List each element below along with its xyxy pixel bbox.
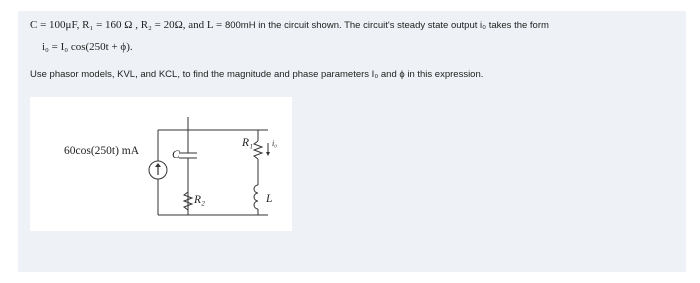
current-label: i₀ bbox=[272, 139, 278, 148]
component-values: C = 100μF, R₁ = 160 Ω , R₂ = 20Ω, and L = bbox=[30, 19, 225, 31]
circuit-diagram bbox=[30, 97, 292, 231]
current-arrow-head bbox=[266, 152, 270, 156]
source-arrow-head bbox=[155, 163, 161, 167]
r1-resistor-symbol bbox=[254, 141, 262, 159]
problem-line-1 bbox=[30, 19, 549, 31]
question-panel bbox=[18, 11, 686, 272]
capacitor-label: C bbox=[172, 149, 180, 161]
inductor-label: L bbox=[266, 193, 273, 205]
problem-description: 800mH in the circuit shown. The circuit's steady state output i₀ takes the form bbox=[224, 20, 549, 31]
r2-label: R₂ bbox=[194, 194, 206, 206]
r1-label: R₁ bbox=[242, 137, 254, 149]
output-expression: i₀ = I₀ cos(250t + ϕ). bbox=[42, 41, 133, 53]
circuit-figure bbox=[30, 97, 292, 231]
problem-instruction: Use phasor models, KVL, and KCL, to find the magnitude and phase parameters I₀ and ϕ in this expression. bbox=[30, 69, 484, 80]
source-label: 60cos(250t) mA bbox=[64, 145, 140, 157]
inductor-symbol bbox=[254, 185, 258, 209]
